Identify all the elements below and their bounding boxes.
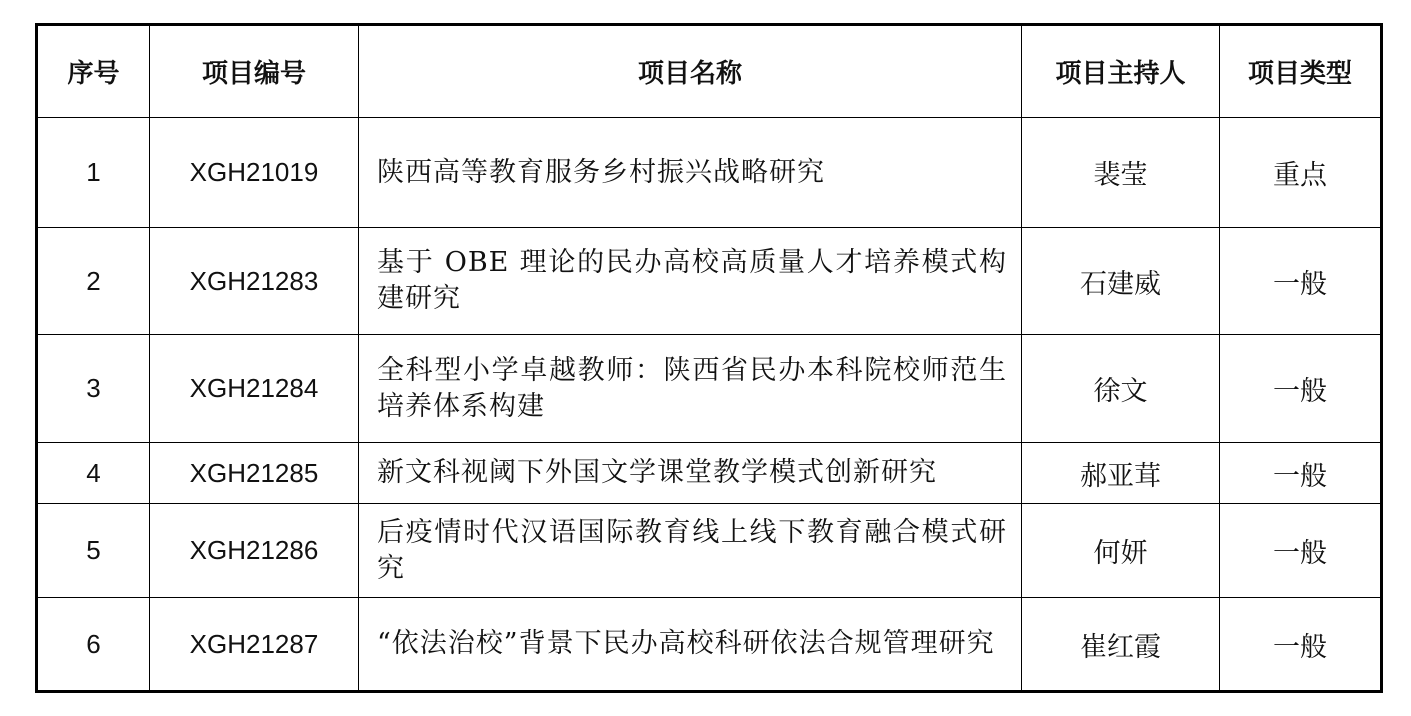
cell-code: XGH21285 [150, 443, 359, 504]
header-type: 项目类型 [1220, 25, 1382, 118]
cell-index: 4 [37, 443, 150, 504]
cell-host: 郝亚茸 [1022, 443, 1220, 504]
table-row [37, 118, 1382, 228]
cell-host: 崔红霞 [1022, 598, 1220, 692]
table-row [37, 335, 1382, 443]
cell-host: 裴莹 [1022, 118, 1220, 228]
cell-type: 重点 [1220, 118, 1382, 228]
header-row [37, 25, 1382, 118]
cell-code: XGH21286 [150, 504, 359, 598]
cell-type: 一般 [1220, 443, 1382, 504]
cell-type: 一般 [1220, 504, 1382, 598]
cell-name: 基于 OBE 理论的民办高校高质量人才培养模式构建研究 [359, 228, 1022, 335]
table-row [37, 504, 1382, 598]
cell-host: 石建威 [1022, 228, 1220, 335]
cell-code: XGH21019 [150, 118, 359, 228]
cell-type: 一般 [1220, 228, 1382, 335]
cell-index: 2 [37, 228, 150, 335]
cell-code: XGH21284 [150, 335, 359, 443]
cell-name: 后疫情时代汉语国际教育线上线下教育融合模式研究 [359, 504, 1022, 598]
cell-index: 6 [37, 598, 150, 692]
cell-name: 陕西高等教育服务乡村振兴战略研究 [359, 118, 1022, 228]
header-host: 项目主持人 [1022, 25, 1220, 118]
header-index: 序号 [37, 25, 150, 118]
cell-host: 何妍 [1022, 504, 1220, 598]
header-code: 项目编号 [150, 25, 359, 118]
cell-type: 一般 [1220, 598, 1382, 692]
table-row [37, 228, 1382, 335]
cell-type: 一般 [1220, 335, 1382, 443]
cell-index: 5 [37, 504, 150, 598]
cell-name: “依法治校”背景下民办高校科研依法合规管理研究 [359, 598, 1022, 692]
cell-code: XGH21287 [150, 598, 359, 692]
cell-host: 徐文 [1022, 335, 1220, 443]
cell-name: 全科型小学卓越教师：陕西省民办本科院校师范生培养体系构建 [359, 335, 1022, 443]
project-table [35, 23, 1383, 693]
cell-index: 1 [37, 118, 150, 228]
table-row [37, 443, 1382, 504]
table-row [37, 598, 1382, 692]
header-name: 项目名称 [359, 25, 1022, 118]
cell-index: 3 [37, 335, 150, 443]
cell-code: XGH21283 [150, 228, 359, 335]
cell-name: 新文科视阈下外国文学课堂教学模式创新研究 [359, 443, 1022, 504]
